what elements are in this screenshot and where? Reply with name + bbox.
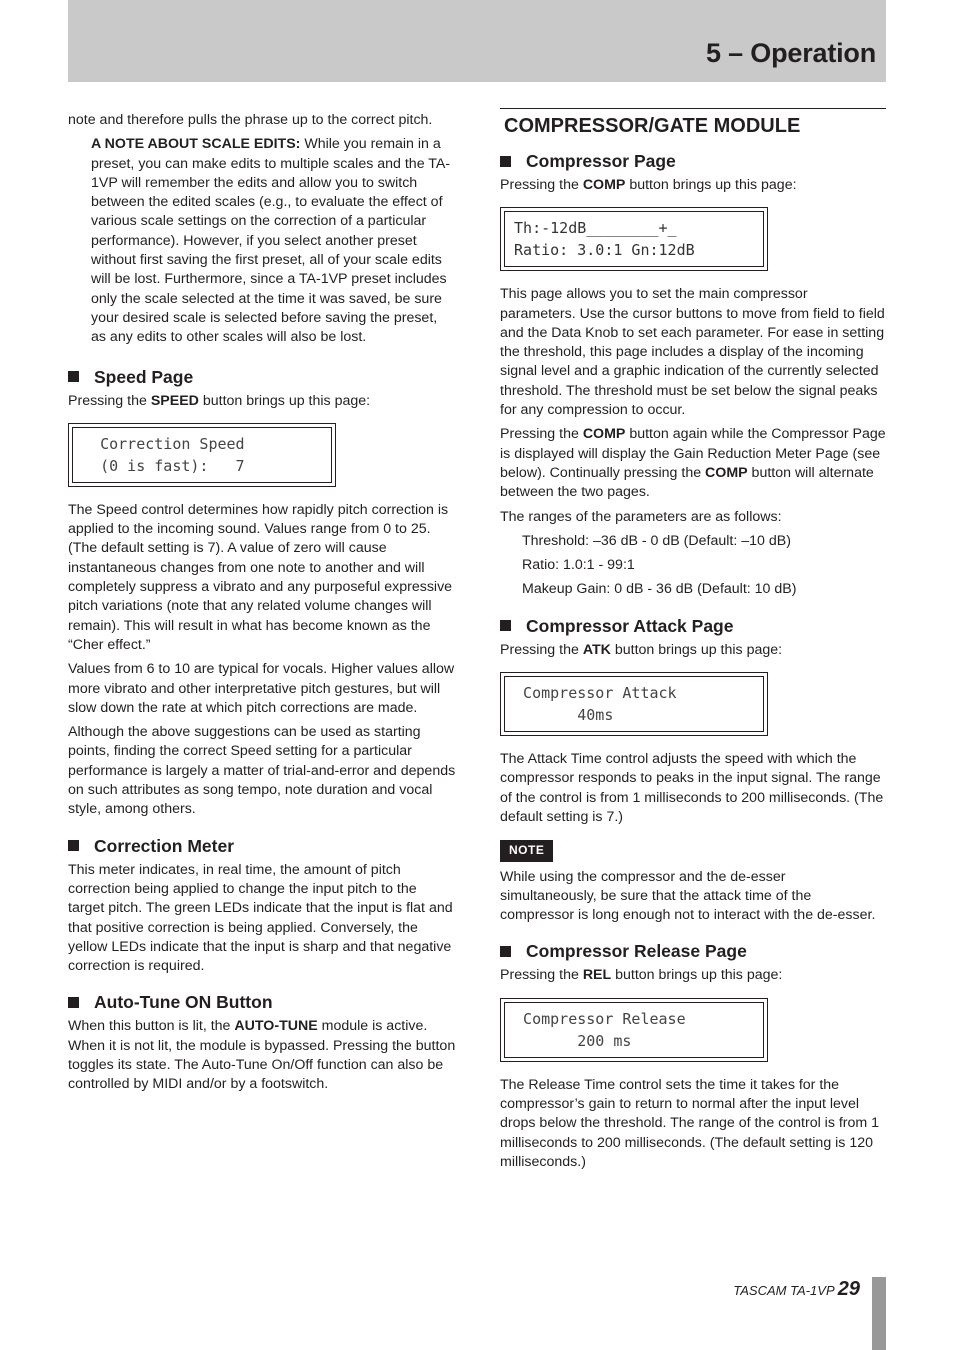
note-label: NOTE <box>500 840 553 861</box>
release-paragraph: The Release Time control sets the time it takes for the compressor’s gain to return to normal after the input level drops below the threshold. The range of the control is from 1 milliseconds to 200 milliseconds. (The default setting is 120 milliseconds.) <box>500 1076 880 1170</box>
lcd-line-2: (0 is fast): 7 <box>73 456 245 475</box>
lcd-line-1: Compressor Release <box>505 1009 686 1028</box>
release-lcd-display <box>500 998 768 1062</box>
attack-paragraph: The Attack Time control adjusts the speed with which the compressor responds to peaks in the input signal. The range of the control is from 1 milliseconds to 200 milliseconds. (The default setting is 7.) <box>500 751 884 825</box>
compressor-release-heading: Compressor Release Page <box>500 940 886 962</box>
meter-paragraph: This meter indicates, in real time, the amount of pitch correction being applied to change the input pitch to the target pitch. The green LEDs indicate that the input is flat and that positive correction is being applied. Conversely, the yellow LEDs indicate that the input is sharp and that negative correction is required. <box>68 861 453 975</box>
autotune-heading: Auto-Tune ON Button <box>68 991 456 1013</box>
scale-edits-text: While you remain in a preset, you can make edits to multiple scales and the TA-1VP will remember the edits and allow you to switch between the edited scales (e.g., to evaluate the effect of various scale settings on the correction of a particular performance). However, if you select another preset without first saving the first preset, all of your scale edits will be lost. Furthermore, since a TA-1VP preset includes only the scale selected at the time it was saved, be sure your desired scale is selected before saving the preset, as any edits to other scales will also be lost. <box>91 136 451 346</box>
comp-intro: Pressing the COMP button brings up this page: <box>500 177 797 193</box>
scale-edits-label: A NOTE ABOUT SCALE EDITS: <box>91 136 301 153</box>
page-footer <box>733 1278 860 1301</box>
square-bullet-icon <box>68 997 79 1008</box>
square-bullet-icon <box>68 371 79 382</box>
page-title: 5 – Operation <box>706 38 876 68</box>
square-bullet-icon <box>500 946 511 957</box>
compressor-attack-heading: Compressor Attack Page <box>500 615 886 637</box>
header-band <box>68 0 886 82</box>
range-makeup-gain: Makeup Gain: 0 dB - 36 dB (Default: 10 dB) <box>522 581 797 598</box>
left-column <box>68 111 456 1100</box>
lcd-line-2: 40ms <box>505 706 614 725</box>
compressor-page-heading: Compressor Page <box>500 150 886 172</box>
speed-page-heading: Speed Page <box>68 366 456 388</box>
lcd-line-2: 200 ms <box>505 1031 632 1050</box>
compressor-lcd-display <box>500 207 768 271</box>
release-intro: Pressing the REL button brings up this page: <box>500 967 783 984</box>
comp-paragraph-2: Pressing the COMP button again while the Compressor Page is displayed will display the Gain Reduction Meter Page (see below). Continually pressing the COMP button will alternate between the two pages. <box>500 426 886 501</box>
lcd-line-1: Compressor Attack <box>505 684 677 703</box>
correction-meter-heading: Correction Meter <box>68 835 456 857</box>
compressor-gate-section-title: COMPRESSOR/GATE MODULE <box>500 108 886 138</box>
comp-paragraph-1: This page allows you to set the main compressor parameters. Use the cursor buttons to move from field to field and the Data Knob to set each parameter. For ease in setting the threshold, this page includes a display of the incoming signal level and a graphic indication of the currently selected threshold. The threshold must be set below the signal peaks for any compression to occur. <box>500 286 885 419</box>
speed-paragraph-2: Values from 6 to 10 are typical for vocals. Higher values allow more vibrato and other interpretative pitch gestures, but will slow down the rate at which pitch corrections are made. <box>68 661 455 716</box>
speed-paragraph-3: Although the above suggestions can be used as starting points, finding the correct Speed setting for a particular performance is largely a matter of trial-and-error and depends on such attributes as song tempo, note duration and vocal style, among others. <box>68 724 456 818</box>
speed-intro: Pressing the SPEED button brings up this page: <box>68 392 371 409</box>
speed-paragraph-1: The Speed control determines how rapidly pitch correction is applied to the incoming sound. Values range from 0 to 25. (The default setting is 7). A value of zero will cause instantaneous changes from one note to another and will completely suppress a vibrato and any purposeful expressive pitch variations (note that any related volume changes will remain). This will result in what has become known as the “Cher effect.” <box>68 501 453 653</box>
scale-edits-note <box>68 135 456 347</box>
footer-model: TASCAM TA-1VP <box>733 1283 838 1298</box>
comp-paragraph-3: The ranges of the parameters are as follows: <box>500 508 782 525</box>
right-column <box>500 108 886 1177</box>
note-text: While using the compressor and the de-esser simultaneously, be sure that the attack time of the compressor is long enough not to interact with the de-esser. <box>500 868 876 924</box>
footer-tab-bar <box>872 1277 886 1350</box>
range-ratio: Ratio: 1.0:1 - 99:1 <box>522 557 635 574</box>
square-bullet-icon <box>500 620 511 631</box>
lcd-line-1: Correction Speed <box>73 434 245 453</box>
lcd-line-2: Ratio: 3.0:1 Gn:12dB <box>505 241 695 260</box>
attack-intro: Pressing the ATK button brings up this page: <box>500 641 783 658</box>
lcd-line-1: Th:-12dB________+_ <box>505 219 677 238</box>
range-threshold: Threshold: –36 dB - 0 dB (Default: –10 dB) <box>522 532 791 549</box>
intro-paragraph: note and therefore pulls the phrase up to the correct pitch. <box>68 112 433 128</box>
square-bullet-icon <box>500 156 511 167</box>
attack-lcd-display <box>500 672 768 736</box>
speed-lcd-display <box>68 423 336 487</box>
square-bullet-icon <box>68 840 79 851</box>
autotune-paragraph: When this button is lit, the AUTO-TUNE module is active. When it is not lit, the module is bypassed. Pressing the button toggles its state. The Auto-Tune On/Off function can also be controlled by MIDI and/or by a footswitch. <box>68 1018 456 1093</box>
page-number: 29 <box>837 1278 860 1300</box>
